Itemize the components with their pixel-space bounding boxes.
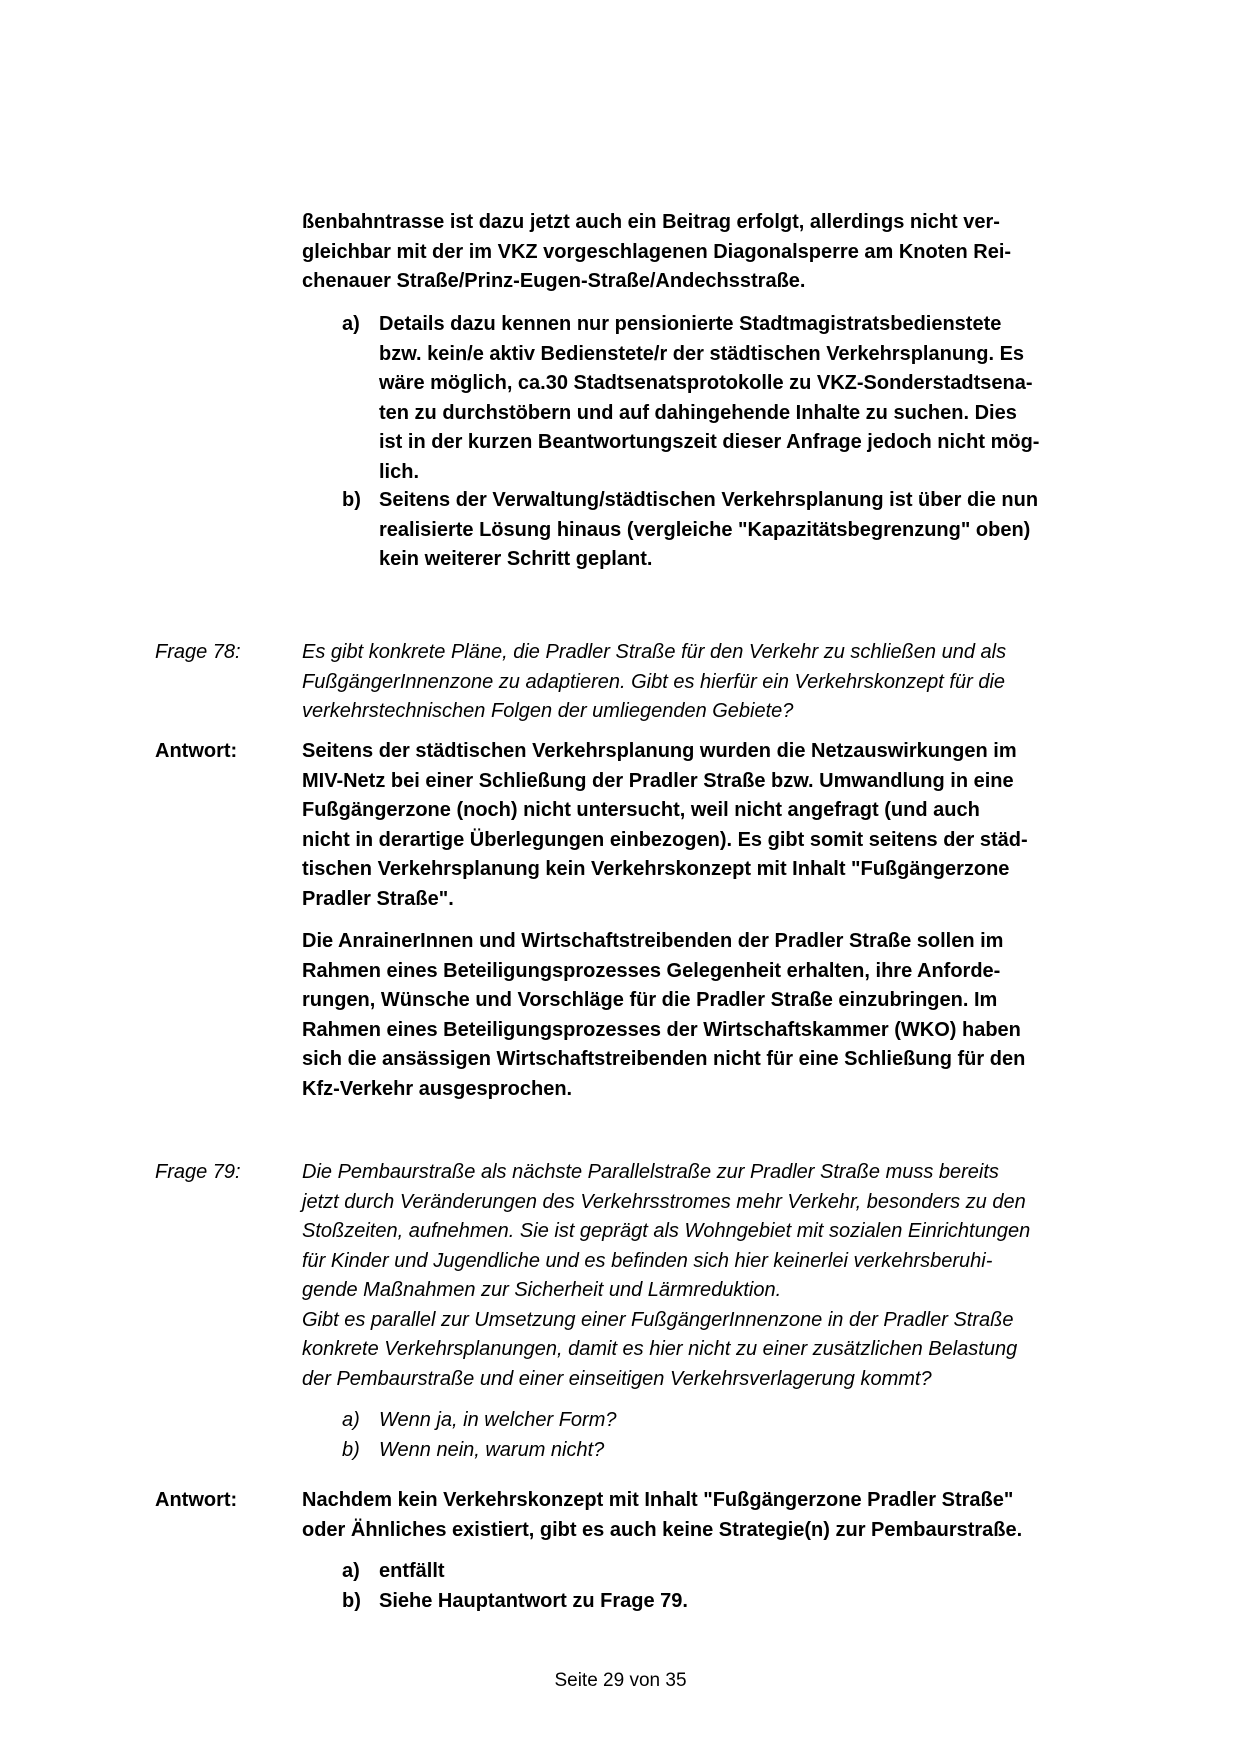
text-line: Gibt es parallel zur Umsetzung einer FußgängerInnenzone in der Pradler Straße [302,1308,1014,1331]
answer-78-paragraph-1 [302,737,1028,914]
text-line: chenauer Straße/Prinz-Eugen-Straße/Andechsstraße. [302,270,806,292]
text-line: tischen Verkehrsplanung kein Verkehrskonzept mit Inhalt "Fußgängerzone [302,858,1010,880]
question-79-label: Frage 79: [155,1161,241,1183]
text-line: Die AnrainerInnen und Wirtschaftstreibenden der Pradler Straße sollen im [302,930,1004,952]
text-line: Seitens der Verwaltung/städtischen Verkehrsplanung ist über die nun [379,489,1039,511]
list-item [342,1557,688,1587]
list-text: Wenn ja, in welcher Form? [379,1409,617,1431]
list-text: Siehe Hauptantwort zu Frage 79. [379,1589,688,1612]
list-text: Wenn nein, warum nicht? [379,1438,605,1461]
list-marker: b) [342,489,361,511]
list-text: entfällt [379,1560,445,1582]
list-marker: a) [342,313,360,335]
list-marker: b) [342,1438,360,1461]
question-79-subitems [342,1406,617,1465]
text-line: Details dazu kennen nur pensionierte Stadtmagistratsbedienstete [379,313,1002,335]
text-line: Rahmen eines Beteiligungsprozesses Gelegenheit erhalten, ihre Anforde- [302,959,1001,982]
text-line: nicht in derartige Überlegungen einbezogen). Es gibt somit seitens der städ- [302,828,1028,851]
text-line: FußgängerInnenzone zu adaptieren. Gibt es hierfür ein Verkehrskonzept für die [302,670,1006,693]
text-line: Seitens der städtischen Verkehrsplanung wurden die Netzauswirkungen im [302,740,1017,762]
text-line: realisierte Lösung hinaus (vergleiche "Kapazitätsbegrenzung" oben) [379,518,1031,541]
list-item-a [342,310,1039,487]
list-item [342,1406,617,1436]
text-line: bzw. kein/e aktiv Bedienstete/r der städtischen Verkehrsplanung. Es [379,342,1025,365]
text-line: Nachdem kein Verkehrskonzept mit Inhalt "Fußgängerzone Pradler Straße" [302,1489,1014,1511]
text-line: ist in der kurzen Beantwortungszeit dieser Anfrage jedoch nicht mög- [379,431,1040,453]
text-line: rungen, Wünsche und Vorschläge für die Pradler Straße einzubringen. Im [302,989,998,1011]
page-number: Seite 29 von 35 [554,1670,687,1691]
question-79-text [302,1158,1030,1394]
list-item-b [342,486,1038,575]
intro-paragraph [302,208,1011,297]
text-line: Rahmen eines Beteiligungsprozesses der Wirtschaftskammer (WKO) haben [302,1018,1021,1041]
text-line: Es gibt konkrete Pläne, die Pradler Straße für den Verkehr zu schließen und als [302,641,1007,663]
text-line: verkehrstechnischen Folgen der umliegenden Gebiete? [302,700,794,722]
answer-79-text [302,1486,1022,1545]
list-marker: b) [342,1589,361,1612]
list-marker: a) [342,1409,360,1431]
list-item [342,1587,688,1617]
text-line: Kfz-Verkehr ausgesprochen. [302,1077,573,1100]
text-line: ten zu durchstöbern und auf dahingehende Inhalte zu suchen. Dies [379,401,1017,424]
text-line: für Kinder und Jugendliche und es befinden sich hier keinerlei verkehrsberuhi- [302,1249,993,1272]
answer-78-label: Antwort: [155,740,238,762]
text-line: Stoßzeiten, aufnehmen. Sie ist geprägt als Wohngebiet mit sozialen Einrichtungen [302,1220,1031,1242]
text-line: Die Pembaurstraße als nächste Parallelstraße zur Pradler Straße muss bereits [302,1161,999,1183]
answer-78-paragraph-2 [302,927,1025,1104]
question-78-label: Frage 78: [155,641,241,663]
text-line: lich. [379,460,420,483]
text-line: ßenbahntrasse ist dazu jetzt auch ein Beitrag erfolgt, allerdings nicht ver- [302,211,1000,233]
text-line: wäre möglich, ca.30 Stadtsenatsprotokolle zu VKZ-Sonderstadtsena- [379,372,1033,394]
question-78-text [302,638,1006,727]
text-line: oder Ähnliches existiert, gibt es auch keine Strategie(n) zur Pembaurstraße. [302,1518,1023,1541]
text-line: konkrete Verkehrsplanungen, damit es hier nicht zu einer zusätzlichen Belastung [302,1338,1018,1360]
text-line: gleichbar mit der im VKZ vorgeschlagenen Diagonalsperre am Knoten Rei- [302,240,1012,263]
text-line: gende Maßnahmen zur Sicherheit und Lärmreduktion. [302,1279,782,1301]
list-marker: a) [342,1560,360,1582]
text-line: sich die ansässigen Wirtschaftstreibenden nicht für eine Schließung für den [302,1048,1026,1070]
answer-79-label: Antwort: [155,1489,238,1511]
text-line: kein weiterer Schritt geplant. [379,548,653,570]
text-line: Fußgängerzone (noch) nicht untersucht, weil nicht angefragt (und auch [302,799,980,821]
text-line: Pradler Straße". [302,887,454,910]
text-line: der Pembaurstraße und einer einseitigen Verkehrsverlagerung kommt? [302,1367,932,1390]
answer-79-subitems [342,1557,688,1616]
text-line: jetzt durch Veränderungen des Verkehrsstromes mehr Verkehr, besonders zu den [302,1190,1026,1213]
list-item [342,1436,617,1466]
text-line: MIV-Netz bei einer Schließung der Pradler Straße bzw. Umwandlung in eine [302,769,1014,792]
